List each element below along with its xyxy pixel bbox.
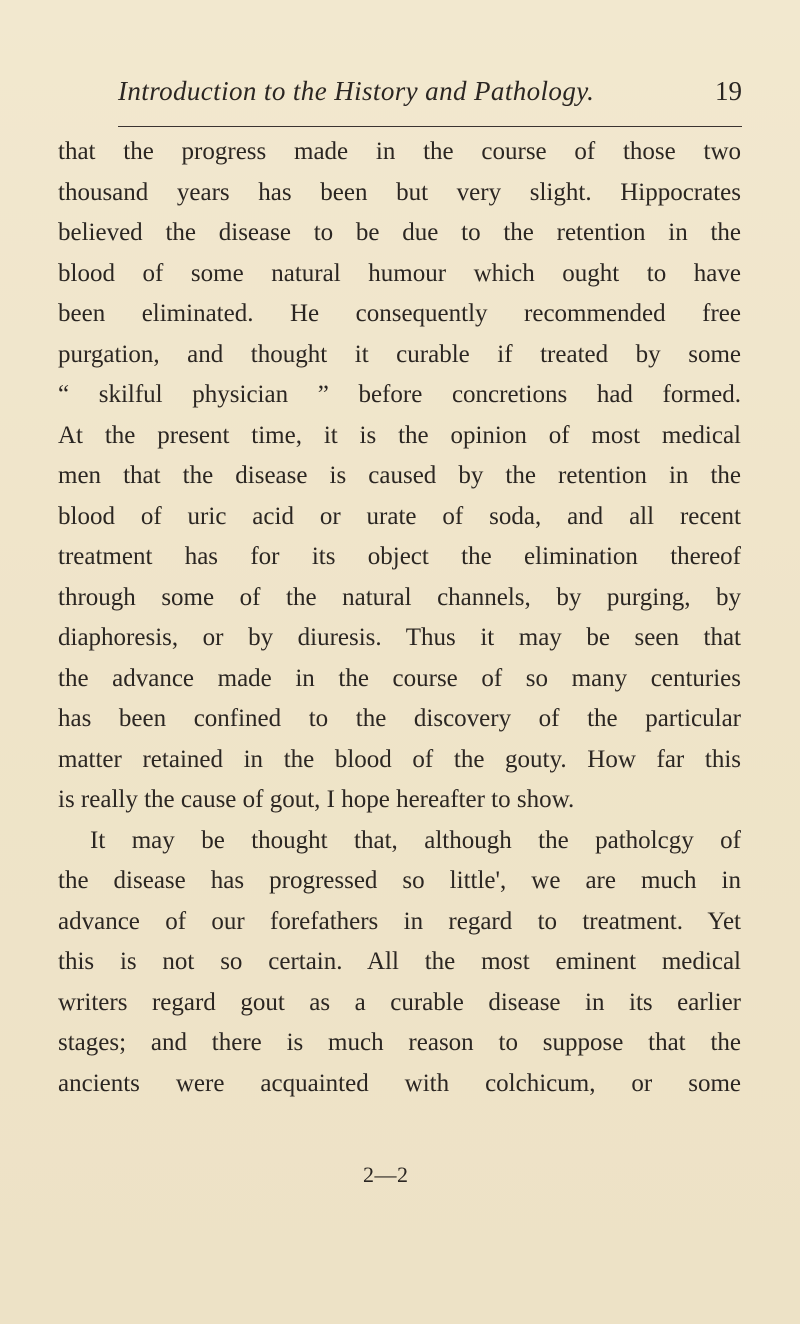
paragraph-start-line: It may be thought that, although the patholcgy of (90, 826, 741, 854)
text-line: writers regard gout as a curable disease in its earlier (58, 988, 741, 1016)
text-line: treatment has for its object the elimination thereof (58, 543, 741, 570)
text-line: believed the disease to be due to the retention in the (58, 219, 741, 246)
text-line: advance of our forefathers in regard to treatment. Yet (58, 907, 741, 935)
text-line: the advance made in the course of so many centuries (58, 664, 741, 692)
text-line: “ skilful physician ” before concretions had formed. (58, 381, 741, 408)
page-header (118, 76, 742, 116)
text-line: has been confined to the discovery of the particular (58, 705, 741, 732)
signature-mark: 2—2 (363, 1162, 409, 1187)
text-line: blood of some natural humour which ought to have (58, 259, 741, 287)
text-line: this is not so certain. All the most eminent medical (58, 948, 741, 975)
paragraph-end-line: is really the cause of gout, I hope hereafter to show. (58, 786, 575, 813)
header-rule (118, 126, 742, 127)
text-line: thousand years has been but very slight. Hippocrates (58, 178, 741, 206)
text-line: the disease has progressed so little', we are much in (58, 867, 741, 894)
running-title: Introduction to the History and Pathology. (118, 76, 595, 106)
text-line: men that the disease is caused by the retention in the (58, 462, 741, 489)
text-line: ancients were acquainted with colchicum, or some (58, 1069, 741, 1097)
text-line: diaphoresis, or by diuresis. Thus it may be seen that (58, 624, 741, 651)
text-line: through some of the natural channels, by purging, by (58, 583, 741, 611)
text-line: blood of uric acid or urate of soda, and all recent (58, 502, 741, 530)
text-line: purgation, and thought it curable if treated by some (58, 340, 741, 368)
text-line: matter retained in the blood of the gouty. How far this (58, 745, 741, 773)
body-text (58, 132, 741, 1104)
page-number: 19 (715, 76, 742, 106)
text-line: been eliminated. He consequently recommended free (58, 300, 741, 327)
text-line: At the present time, it is the opinion of most medical (58, 421, 741, 449)
text-line: that the progress made in the course of those two (58, 138, 741, 165)
text-line: stages; and there is much reason to suppose that the (58, 1029, 741, 1056)
